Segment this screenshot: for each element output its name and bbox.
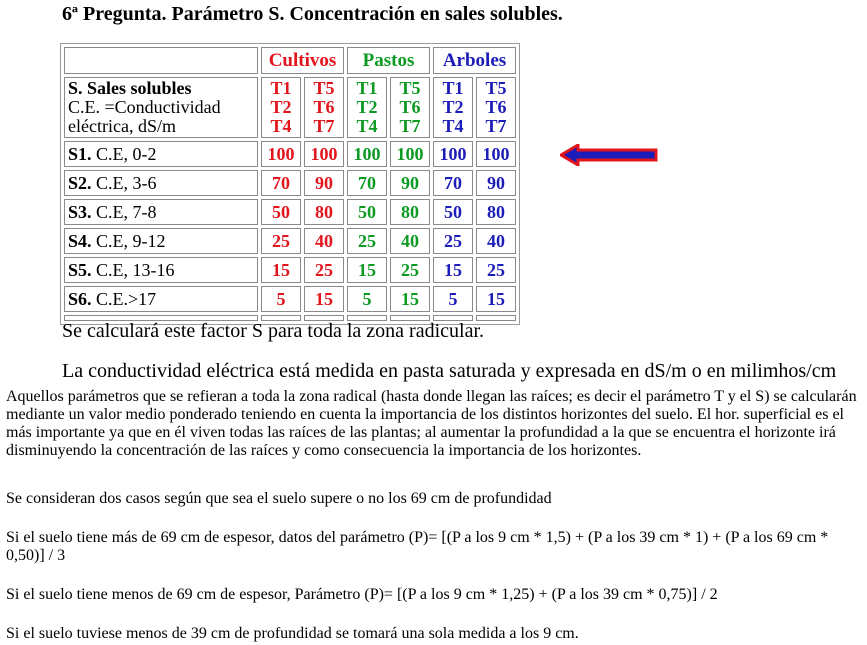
value-cell: 15: [304, 286, 344, 312]
paragraph-less-than-69: Si el suelo tiene menos de 69 cm de espesor, Parámetro (P)= [(P a los 9 cm * 1,25) + (P a los 39 cm * 0,75)] / 2: [6, 586, 718, 603]
tier-label: T6: [313, 97, 335, 117]
tier-label: T4: [270, 116, 292, 136]
header-label-title: S. Sales solubles: [68, 78, 192, 98]
row-label: [64, 286, 258, 312]
paragraph-less-than-39: Si el suelo tuviese menos de 39 cm de profundidad se tomará una sola medida a los 9 cm.: [6, 625, 579, 642]
paragraph-conductivity: La conductividad eléctrica está medida en pasta saturada y expresada en dS/m o en milimhos/cm: [62, 360, 837, 382]
row-range: C.E, 13-16: [91, 260, 175, 280]
table-row-s1: [64, 141, 516, 167]
value-cell: 50: [261, 199, 301, 225]
value-cell: 80: [304, 199, 344, 225]
table-row-s4: [64, 228, 516, 254]
page-title: 6ª Pregunta. Parámetro S. Concentración en sales solubles.: [62, 3, 563, 25]
tier-label: T5: [313, 78, 335, 98]
value-cell: 100: [476, 141, 516, 167]
row-range: C.E, 9-12: [91, 231, 166, 251]
left-arrow-icon: [560, 144, 660, 166]
value-cell: 25: [261, 228, 301, 254]
value-cell: 25: [476, 257, 516, 283]
row-range: C.E.>17: [91, 289, 157, 309]
row-label: [64, 141, 258, 167]
paragraph-factor-s: Se calculará este factor S para toda la zona radicular.: [62, 320, 485, 342]
tier-label: T7: [485, 116, 507, 136]
salts-table-frame: [60, 43, 520, 325]
value-cell: 70: [261, 170, 301, 196]
header-col-3: [347, 77, 387, 138]
table-row-s6: [64, 286, 516, 312]
row-code: S6.: [68, 289, 92, 309]
table-row-s2: [64, 170, 516, 196]
row-range: C.E, 3-6: [91, 173, 157, 193]
row-code: S3.: [68, 202, 92, 222]
group-header-arboles: Arboles: [433, 47, 516, 74]
value-cell: 50: [433, 199, 473, 225]
tier-label: T1: [356, 78, 378, 98]
salts-parameter-table: [61, 44, 519, 324]
value-cell: 90: [304, 170, 344, 196]
tier-label: T2: [356, 97, 378, 117]
tier-label: T4: [442, 116, 464, 136]
value-cell: 80: [390, 199, 430, 225]
tier-label: T2: [270, 97, 292, 117]
header-col-1: [261, 77, 301, 138]
tier-label: T1: [442, 78, 464, 98]
value-cell: 90: [476, 170, 516, 196]
row-label: [64, 170, 258, 196]
subheader-row: [64, 77, 516, 138]
tier-label: T4: [356, 116, 378, 136]
value-cell: 50: [347, 199, 387, 225]
row-label: [64, 257, 258, 283]
header-label-line2: C.E. =Conductividad: [68, 97, 221, 117]
row-label: [64, 199, 258, 225]
tier-label: T7: [399, 116, 421, 136]
row-code: S4.: [68, 231, 92, 251]
value-cell: 100: [433, 141, 473, 167]
table-row-s5: [64, 257, 516, 283]
row-range: C.E, 7-8: [91, 202, 157, 222]
header-col-6: [476, 77, 516, 138]
value-cell: 80: [476, 199, 516, 225]
value-cell: 25: [347, 228, 387, 254]
value-cell: 40: [304, 228, 344, 254]
tier-label: T5: [399, 78, 421, 98]
header-col-4: [390, 77, 430, 138]
group-header-pastos: Pastos: [347, 47, 430, 74]
paragraph-two-cases: Se consideran dos casos según que sea el suelo supere o no los 69 cm de profundidad: [6, 490, 552, 507]
value-cell: 100: [390, 141, 430, 167]
tier-label: T7: [313, 116, 335, 136]
value-cell: 15: [390, 286, 430, 312]
table-row-s3: [64, 199, 516, 225]
value-cell: 5: [433, 286, 473, 312]
value-cell: 25: [390, 257, 430, 283]
tier-label: T6: [399, 97, 421, 117]
table-corner-cell: [64, 47, 258, 74]
tier-label: T6: [485, 97, 507, 117]
value-cell: 15: [261, 257, 301, 283]
value-cell: 40: [476, 228, 516, 254]
paragraph-weighted-mean: Aquellos parámetros que se refieran a toda la zona radical (hasta donde llegan las raíces; es decir el parámetro T y el S) se calcularán mediante un valor medio ponderado teniendo en cuenta la importancia de los distintos horizontes del suelo. El hor. superficial es el más importante ya que en él viven todas las raíces de las plantas; al aumentar la profundidad a la que se encuentra el horizonte irá disminuyendo la concentración de las raíces y como consecuencia la importancia de los horizontes.: [6, 388, 857, 459]
value-cell: 15: [476, 286, 516, 312]
header-col-5: [433, 77, 473, 138]
value-cell: 70: [347, 170, 387, 196]
value-cell: 70: [433, 170, 473, 196]
value-cell: 40: [390, 228, 430, 254]
row-code: S5.: [68, 260, 92, 280]
tier-label: T5: [485, 78, 507, 98]
value-cell: 15: [347, 257, 387, 283]
value-cell: 100: [347, 141, 387, 167]
value-cell: 100: [304, 141, 344, 167]
value-cell: 100: [261, 141, 301, 167]
tier-label: T2: [442, 97, 464, 117]
header-col-2: [304, 77, 344, 138]
value-cell: 25: [304, 257, 344, 283]
header-label-line3: eléctrica, dS/m: [68, 116, 176, 136]
row-label: [64, 228, 258, 254]
value-cell: 25: [433, 228, 473, 254]
value-cell: 90: [390, 170, 430, 196]
row-range: C.E, 0-2: [91, 144, 157, 164]
value-cell: 5: [261, 286, 301, 312]
value-cell: 15: [433, 257, 473, 283]
group-header-cultivos: Cultivos: [261, 47, 344, 74]
row-code: S2.: [68, 173, 92, 193]
group-header-row: [64, 47, 516, 74]
row-code: S1.: [68, 144, 92, 164]
header-label-cell: [64, 77, 258, 138]
value-cell: 5: [347, 286, 387, 312]
paragraph-more-than-69: Si el suelo tiene más de 69 cm de espesor, datos del parámetro (P)= [(P a los 9 cm * 1,5) + (P a los 39 cm * 1) + (P a los 69 cm * 0,50)] / 3: [6, 529, 829, 564]
tier-label: T1: [270, 78, 292, 98]
